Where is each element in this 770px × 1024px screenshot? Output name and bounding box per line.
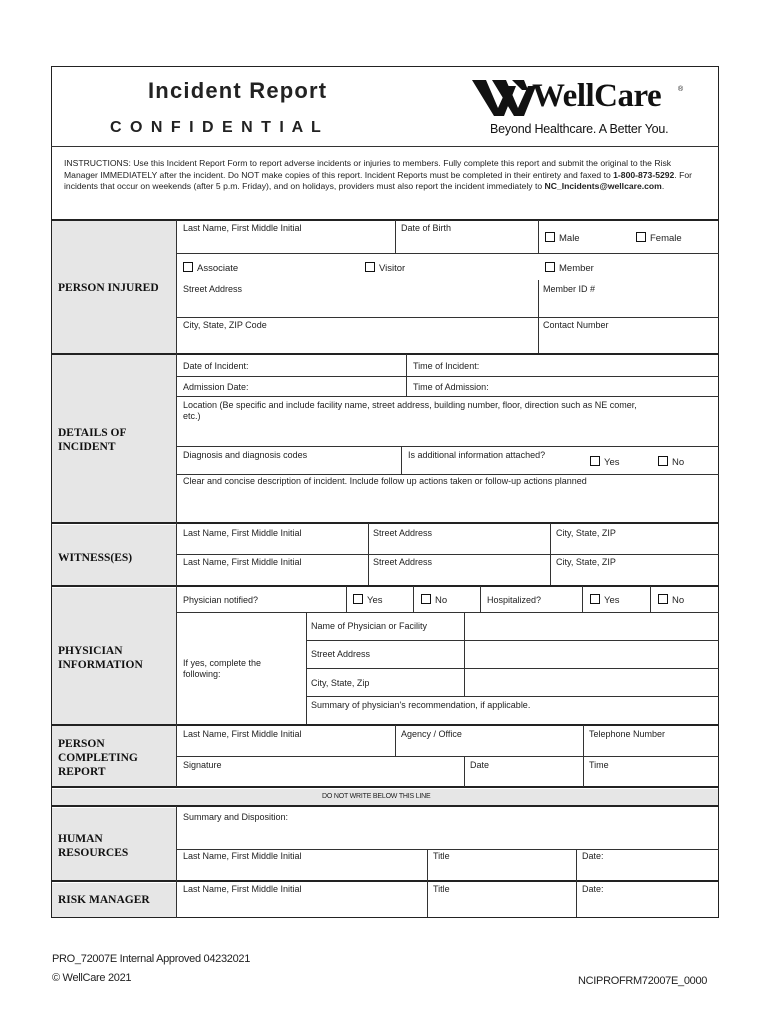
section-hr-line2: RESOURCES <box>58 847 129 859</box>
footer-form-code: NCIPROFRM72007E_0000 <box>578 975 708 987</box>
risk-date-label: Date: <box>582 884 604 894</box>
location-label-line1: Location (Be specific and include facility name, street address, building number, floor, direction such as NE comer, <box>183 400 637 410</box>
contact-number-label: Contact Number <box>543 320 609 330</box>
injured-street-label: Street Address <box>183 284 243 294</box>
hospitalized-no-checkbox[interactable]: No <box>658 594 684 606</box>
hr-date-label: Date: <box>582 851 604 861</box>
hr-name-label: Last Name, First Middle Initial <box>183 851 302 861</box>
witness2-name-label: Last Name, First Middle Initial <box>183 557 302 567</box>
brand-registered-mark: ® <box>678 86 684 93</box>
associate-checkbox-box[interactable] <box>183 262 193 272</box>
section-hr-line1: HUMAN <box>58 833 103 845</box>
notified-yes-checkbox-box[interactable] <box>353 594 363 604</box>
incident-time-label: Time of Incident: <box>413 361 480 371</box>
section-witness: WITNESS(ES) <box>58 552 133 564</box>
completer-date-label: Date <box>470 760 490 770</box>
female-checkbox[interactable]: Female <box>636 232 682 244</box>
hospitalized-no-checkbox-box[interactable] <box>658 594 668 604</box>
female-checkbox-box[interactable] <box>636 232 646 242</box>
fax-number: 1-800-873-5292 <box>613 169 675 180</box>
male-checkbox[interactable]: Male <box>545 232 580 244</box>
if-yes-label-line1: If yes, complete the <box>183 658 262 668</box>
form-title: Incident Report <box>148 78 328 103</box>
brand-name: WellCare <box>532 78 662 114</box>
additional-yes-checkbox[interactable]: Yes <box>590 456 620 468</box>
witness2-city-label: City, State, ZIP <box>556 557 616 567</box>
visitor-checkbox-box[interactable] <box>365 262 375 272</box>
section-person-injured: PERSON INJURED <box>58 282 159 294</box>
notified-no-checkbox[interactable]: No <box>421 594 447 606</box>
section-completing-line2: COMPLETING <box>58 752 138 764</box>
admission-date-label: Admission Date: <box>183 382 249 392</box>
section-physician-line1: PHYSICIAN <box>58 645 123 657</box>
brand-tagline: Beyond Healthcare. A Better You. <box>490 122 669 136</box>
witness1-name-label: Last Name, First Middle Initial <box>183 528 302 538</box>
instructions-text: INSTRUCTIONS: Use this Incident Report Form to report adverse incidents or injuries to members. Fully complete this report and submit the original to the Risk Manager IMMEDIATELY after the incident. Do NOT make copies of this report. Incident Reports must be completed in their entirety and faxed to 1-800-873-5292. For incidents that occur on weekends (after 5 p.m. Friday), and on holidays, providers must also report the incident immediately to NC_Incidents@wellcare.com. <box>64 158 692 192</box>
do-not-write-divider: DO NOT WRITE BELOW THIS LINE <box>322 793 431 800</box>
hr-summary-label: Summary and Disposition: <box>183 812 289 822</box>
section-incident-line1: DETAILS OF <box>58 427 127 439</box>
hr-title-label: Title <box>433 851 450 861</box>
notified-yes-checkbox[interactable]: Yes <box>353 594 383 606</box>
additional-yes-checkbox-box[interactable] <box>590 456 600 466</box>
completer-name-label: Last Name, First Middle Initial <box>183 729 302 739</box>
physician-street-label: Street Address <box>311 649 371 659</box>
physician-notified-label: Physician notified? <box>183 595 259 605</box>
if-yes-label-line2: following: <box>183 669 221 679</box>
notified-no-checkbox-box[interactable] <box>421 594 431 604</box>
hospitalized-label: Hospitalized? <box>487 595 542 605</box>
footer-copyright: © WellCare 2021 <box>52 972 132 984</box>
location-label-line2: etc.) <box>183 411 201 421</box>
risk-name-label: Last Name, First Middle Initial <box>183 884 302 894</box>
risk-title-label: Title <box>433 884 450 894</box>
footer-approval: PRO_72007E Internal Approved 04232021 <box>52 953 251 965</box>
telephone-label: Telephone Number <box>589 729 666 739</box>
description-label: Clear and concise description of incident. Include follow up actions taken or follow-up actions planned <box>183 476 587 486</box>
witness1-street-label: Street Address <box>373 528 433 538</box>
signature-label: Signature <box>183 760 222 770</box>
section-completing-line3: REPORT <box>58 766 106 778</box>
completer-time-label: Time <box>589 760 609 770</box>
additional-info-label: Is additional information attached? <box>408 450 546 460</box>
injured-dob-label: Date of Birth <box>401 223 452 233</box>
physician-summary-label: Summary of physician's recommendation, if applicable. <box>311 700 531 710</box>
incident-date-label: Date of Incident: <box>183 361 249 371</box>
physician-name-facility-label: Name of Physician or Facility <box>311 621 428 631</box>
male-checkbox-box[interactable] <box>545 232 555 242</box>
physician-city-label: City, State, Zip <box>311 678 370 688</box>
section-incident-line2: INCIDENT <box>58 441 116 453</box>
section-physician-line2: INFORMATION <box>58 659 143 671</box>
admission-time-label: Time of Admission: <box>413 382 489 392</box>
agency-office-label: Agency / Office <box>401 729 462 739</box>
member-checkbox[interactable]: Member <box>545 262 594 274</box>
visitor-checkbox[interactable]: Visitor <box>365 262 405 274</box>
hospitalized-yes-checkbox[interactable]: Yes <box>590 594 620 606</box>
diagnosis-label: Diagnosis and diagnosis codes <box>183 450 308 460</box>
section-completing-line1: PERSON <box>58 738 105 750</box>
additional-no-checkbox[interactable]: No <box>658 456 684 468</box>
additional-no-checkbox-box[interactable] <box>658 456 668 466</box>
header-divider <box>51 146 719 147</box>
witness1-city-label: City, State, ZIP <box>556 528 616 538</box>
injured-name-label: Last Name, First Middle Initial <box>183 223 302 233</box>
member-id-label: Member ID # <box>543 284 596 294</box>
incident-email: NC_Incidents@wellcare.com <box>544 181 662 192</box>
witness2-street-label: Street Address <box>373 557 433 567</box>
section-risk-manager: RISK MANAGER <box>58 894 150 906</box>
member-checkbox-box[interactable] <box>545 262 555 272</box>
injured-city-label: City, State, ZIP Code <box>183 320 267 330</box>
associate-checkbox[interactable]: Associate <box>183 262 238 274</box>
wellcare-logo <box>470 76 690 138</box>
confidential-label: C O N F I D E N T I A L <box>110 119 323 136</box>
hospitalized-yes-checkbox-box[interactable] <box>590 594 600 604</box>
